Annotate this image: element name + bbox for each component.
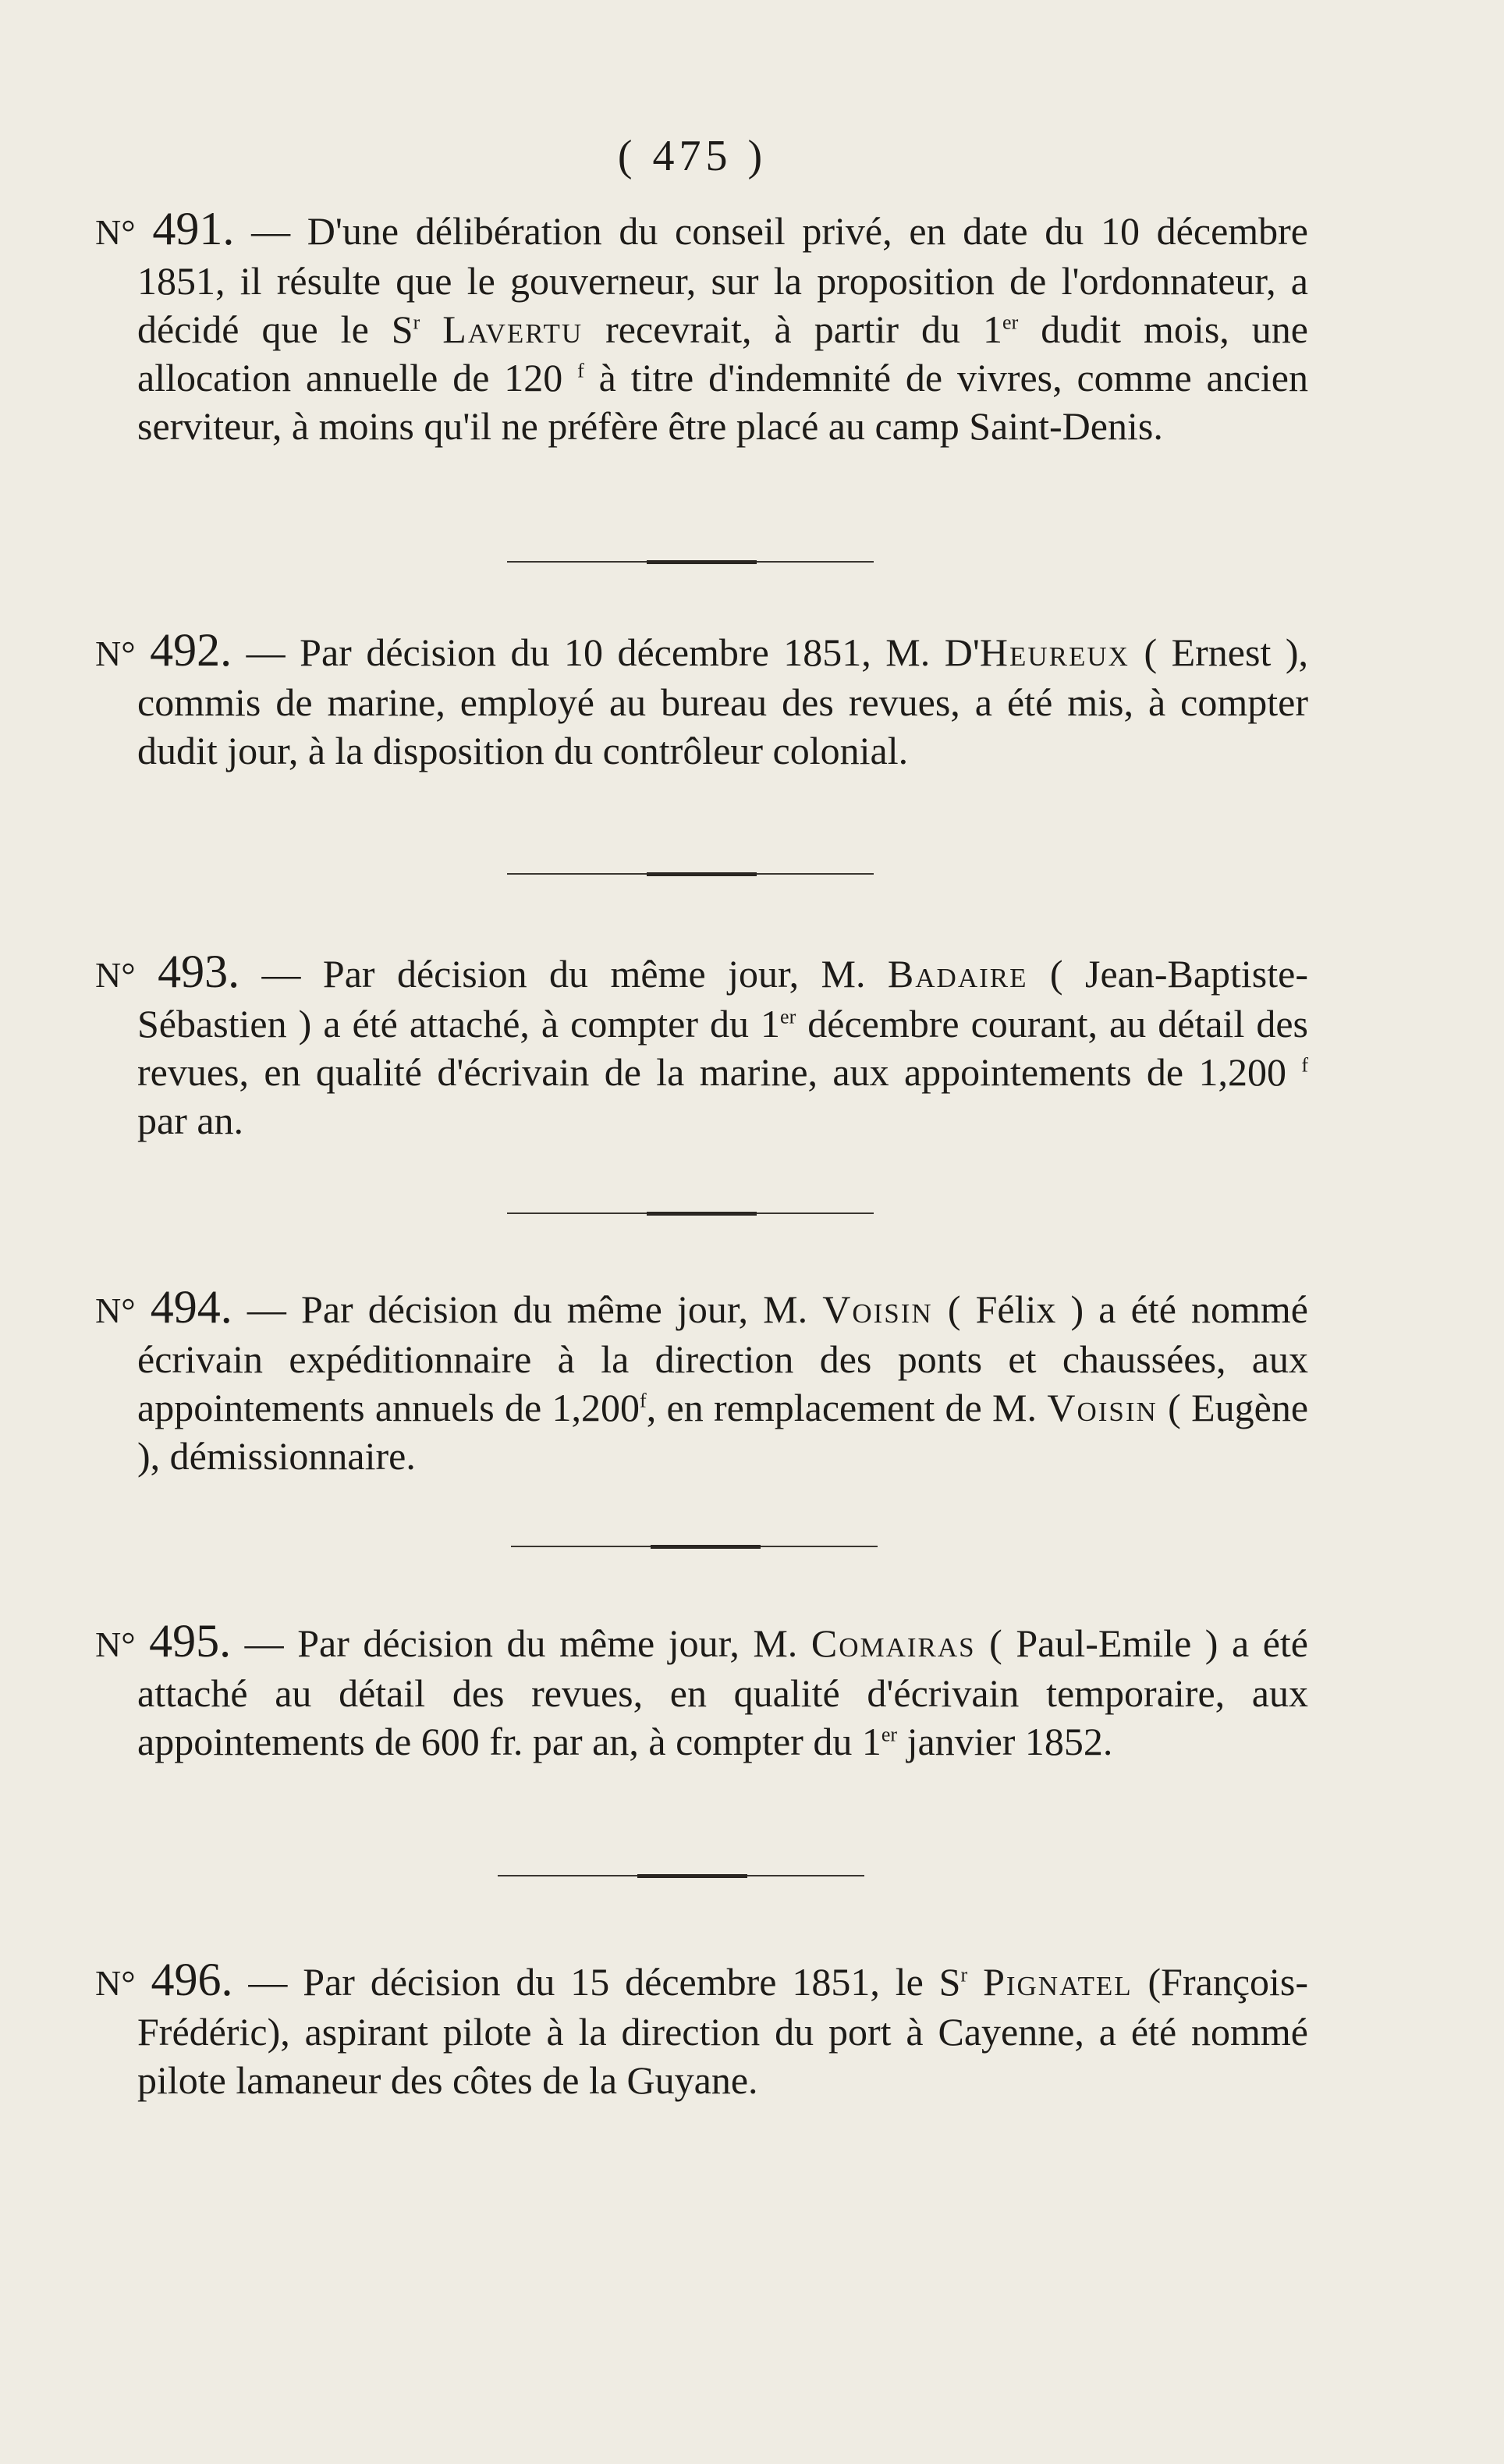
entry-text	[95, 626, 1308, 775]
text-segment: — Par décision du même jour, M.	[231, 1621, 811, 1665]
page-number: ( 475 )	[617, 132, 768, 180]
text-segment: décembre courant, au détail des revues, en qualité d'écrivain de la marine, aux appointements de 1,200	[137, 1002, 1309, 1094]
number-value: 494.	[150, 1281, 232, 1333]
text-segment: (François-Frédéric), aspirant pilote à la direction du port à Cayenne, a été nommé pilote lamaneur des côtes de la Guyane.	[137, 1960, 1309, 2102]
text-segment: — Par décision du même jour, M.	[239, 952, 888, 996]
text-segment: ( Eugène ), démissionnaire.	[137, 1386, 1309, 1478]
number-value: 491.	[152, 203, 235, 254]
entry-495	[95, 1617, 1308, 1766]
text-segment: — Par décision du même jour, M.	[232, 1287, 823, 1331]
section-divider	[507, 560, 874, 563]
text-segment: dudit mois, une allocation annuelle de 120	[137, 307, 1308, 399]
superscript: er	[881, 1723, 898, 1746]
superscript: f	[640, 1389, 647, 1412]
section-divider	[507, 1212, 874, 1215]
number-value: 496.	[151, 1954, 233, 2005]
entry-number	[95, 1954, 233, 2005]
entry-number	[95, 1615, 232, 1667]
entry-text	[95, 204, 1308, 450]
number-value: 495.	[149, 1615, 232, 1667]
person-name: Comairas	[811, 1621, 976, 1665]
entry-494	[95, 1283, 1308, 1480]
number-prefix: N°	[95, 1963, 136, 2003]
text-segment: janvier 1852.	[897, 1720, 1113, 1763]
number-prefix: N°	[95, 955, 136, 995]
number-prefix: N°	[95, 634, 136, 673]
number-value: 492.	[150, 624, 232, 676]
entry-text	[95, 1617, 1308, 1766]
entry-491	[95, 204, 1308, 450]
text-segment: à titre d'indemnité de vivres, comme ancien serviteur, à moins qu'il ne préfère être placé au camp Saint-Denis.	[137, 356, 1308, 448]
text-segment: ( Félix ) a été nommé écrivain expéditionnaire à la direction des ponts et chaussées, aux appointements annuels de 1,200	[137, 1287, 1308, 1429]
superscript: er	[780, 1005, 796, 1028]
entry-number	[95, 1281, 232, 1333]
text-segment: ( Jean-Baptiste-Sébastien ) a été attaché, à compter du 1	[137, 952, 1308, 1046]
superscript: r	[413, 311, 420, 334]
entry-number	[95, 624, 232, 676]
superscript: er	[1002, 311, 1019, 334]
entry-number	[95, 203, 235, 254]
entry-text	[95, 1283, 1308, 1480]
superscript: f	[1301, 1053, 1308, 1077]
number-prefix: N°	[95, 1291, 136, 1330]
section-divider	[511, 1545, 878, 1548]
text-segment: , en remplacement de M.	[646, 1386, 1048, 1429]
entry-number	[95, 946, 240, 997]
text-segment: — Par décision du 15 décembre 1851, le S	[232, 1960, 961, 2004]
person-name: Heureux	[979, 630, 1130, 674]
person-name: Voisin	[1047, 1386, 1158, 1429]
person-name: Lavertu	[442, 307, 584, 351]
person-name: Voisin	[822, 1287, 933, 1331]
text-segment: recevrait, à partir du 1	[583, 307, 1003, 351]
text-segment: — D'une délibération du conseil privé, en date du 10 décembre 1851, il résulte que le gouverneur, sur la proposition de l'ordonnateur, a décidé que le S	[137, 209, 1308, 351]
entry-text	[95, 947, 1308, 1145]
section-divider	[507, 872, 874, 875]
entry-496	[95, 1955, 1308, 2104]
superscript: f	[577, 359, 584, 382]
superscript: r	[960, 1963, 968, 1986]
number-prefix: N°	[95, 212, 136, 252]
entry-492	[95, 626, 1308, 775]
section-divider	[498, 1874, 864, 1877]
text-segment: — Par décision du 10 décembre 1851, M. D'	[232, 630, 980, 674]
entry-text	[95, 1955, 1308, 2104]
number-value: 493.	[158, 946, 240, 997]
text-segment: ( Ernest ), commis de marine, employé au bureau des revues, a été mis, à compter dudit jour, à la disposition du contrôleur colonial.	[137, 630, 1308, 772]
person-name: Badaire	[887, 952, 1028, 996]
number-prefix: N°	[95, 1624, 136, 1664]
text-segment: ( Paul-Emile ) a été attaché au détail des revues, en qualité d'écrivain temporaire, aux appointements de 600 fr. par an, à compter du 1	[137, 1621, 1308, 1763]
person-name: Pignatel	[983, 1960, 1133, 2004]
text-segment: par an.	[137, 1099, 244, 1142]
entry-493	[95, 947, 1308, 1145]
